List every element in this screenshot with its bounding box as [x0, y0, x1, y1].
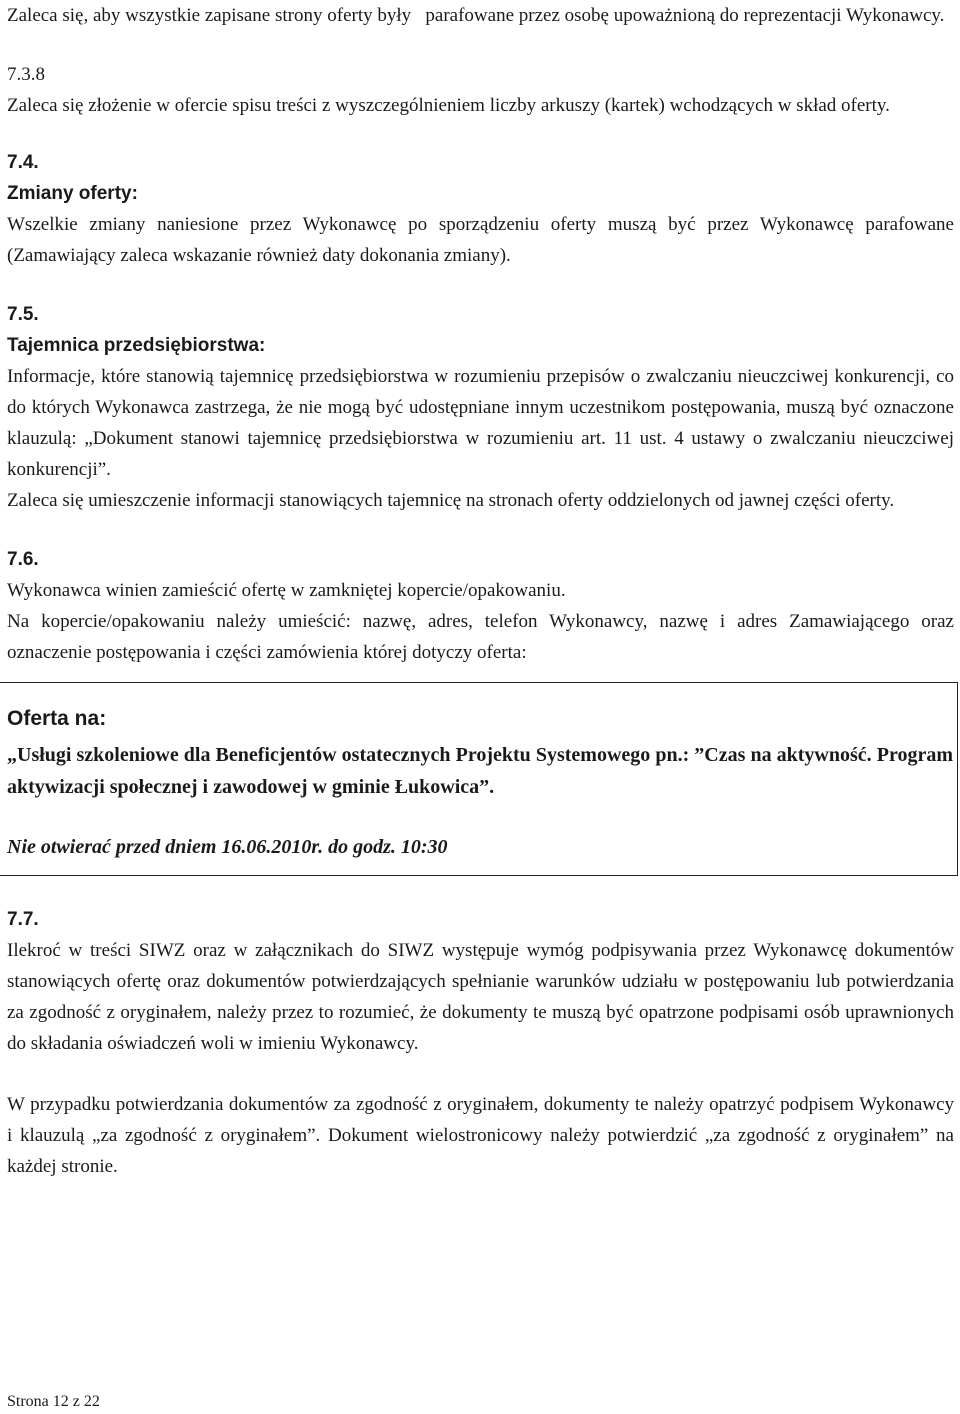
paragraph-7-3-text-b: parafowane przez osobę upoważnioną do reprezentacji Wykonawcy. [425, 5, 945, 26]
paragraph-7-5-b: Zaleca się umieszczenie informacji stanowiących tajemnicę na stronach oferty oddzielonych od jawnej części oferty. [7, 490, 895, 511]
paragraph-7-7-b: W przypadku potwierdzania dokumentów za zgodność z oryginałem, dokumenty te należy opatrzyć podpisem Wykonawcy i klauzulą „za zgodność z oryginałem”. Dokument wielostronicowy należy potwierdzić „za zgodność z oryginałem” na każdej stronie. [7, 1094, 954, 1177]
paragraph-7-7-a: Ilekroć w treści SIWZ oraz w załącznikach do SIWZ występuje wymóg podpisywania przez Wykonawcę dokumentów stanowiących ofertę oraz dokumentów potwierdzających spełnianie warunków udziału w postępowaniu lub potwierdzania za zgodność z oryginałem, należy przez to rozumieć, że dokumenty te muszą być opatrzone podpisami osób uprawnionych do składania oświadczeń woli w imieniu Wykonawcy. [7, 940, 954, 1054]
paragraph-7-4: Wszelkie zmiany naniesione przez Wykonawcę po sporządzeniu oferty muszą być przez Wykonawcę parafowane (Zamawiający zaleca wskazanie również daty dokonania zmiany). [7, 214, 954, 266]
paragraph-7-5-a: Informacje, które stanowią tajemnicę przedsiębiorstwa w rozumieniu przepisów o zwalczaniu nieuczciwej konkurencji, co do których Wykonawca zastrzega, że nie mogą być udostępniane innym uczestnikom postępowania, muszą być oznaczone klauzulą: „Dokument stanowi tajemnicę przedsiębiorstwa w rozumieniu art. 11 ust. 4 ustawy o zwalczaniu nieuczciwej konkurencji”. [7, 366, 954, 480]
paragraph-7-3-8: Zaleca się złożenie w ofercie spisu treści z wyszczególnieniem liczby arkuszy (kartek) wchodzących w skład oferty. [7, 95, 890, 116]
document-page [7, 0, 954, 1182]
paragraph-7-6-a: Wykonawca winien zamieścić ofertę w zamkniętej kopercie/opakowaniu. [7, 580, 566, 601]
paragraph-7-6-b: Na kopercie/opakowaniu należy umieścić: nazwę, adres, telefon Wykonawcy, nazwę i adres Zamawiającego oraz oznaczenie postępowania i części zamówienia której dotyczy oferta: [7, 611, 954, 663]
section-heading-7-4: Zmiany oferty: [7, 183, 138, 204]
offer-title: „Usługi szkoleniowe dla Beneficjentów ostatecznych Projektu Systemowego pn.: ”Czas na aktywność. Program aktywizacji społecznej i zawodowej w gminie Łukowica”. [7, 744, 953, 798]
section-number-7-4: 7.4. [7, 152, 39, 173]
paragraph-7-3-continuation [7, 0, 954, 31]
section-number-7-7: 7.7. [7, 909, 39, 930]
page-footer: Strona 12 z 22 [7, 1393, 100, 1410]
offer-label: Oferta na: [7, 707, 107, 730]
section-number-7-3-8: 7.3.8 [7, 64, 45, 85]
section-heading-7-5: Tajemnica przedsiębiorstwa: [7, 335, 266, 356]
section-number-7-6: 7.6. [7, 549, 39, 570]
offer-envelope-box [0, 682, 958, 876]
offer-opening-note: Nie otwierać przed dniem 16.06.2010r. do godz. 10:30 [7, 836, 448, 858]
paragraph-7-3-text-a: Zaleca się, aby wszystkie zapisane strony oferty były [7, 5, 412, 26]
section-number-7-5: 7.5. [7, 304, 39, 325]
